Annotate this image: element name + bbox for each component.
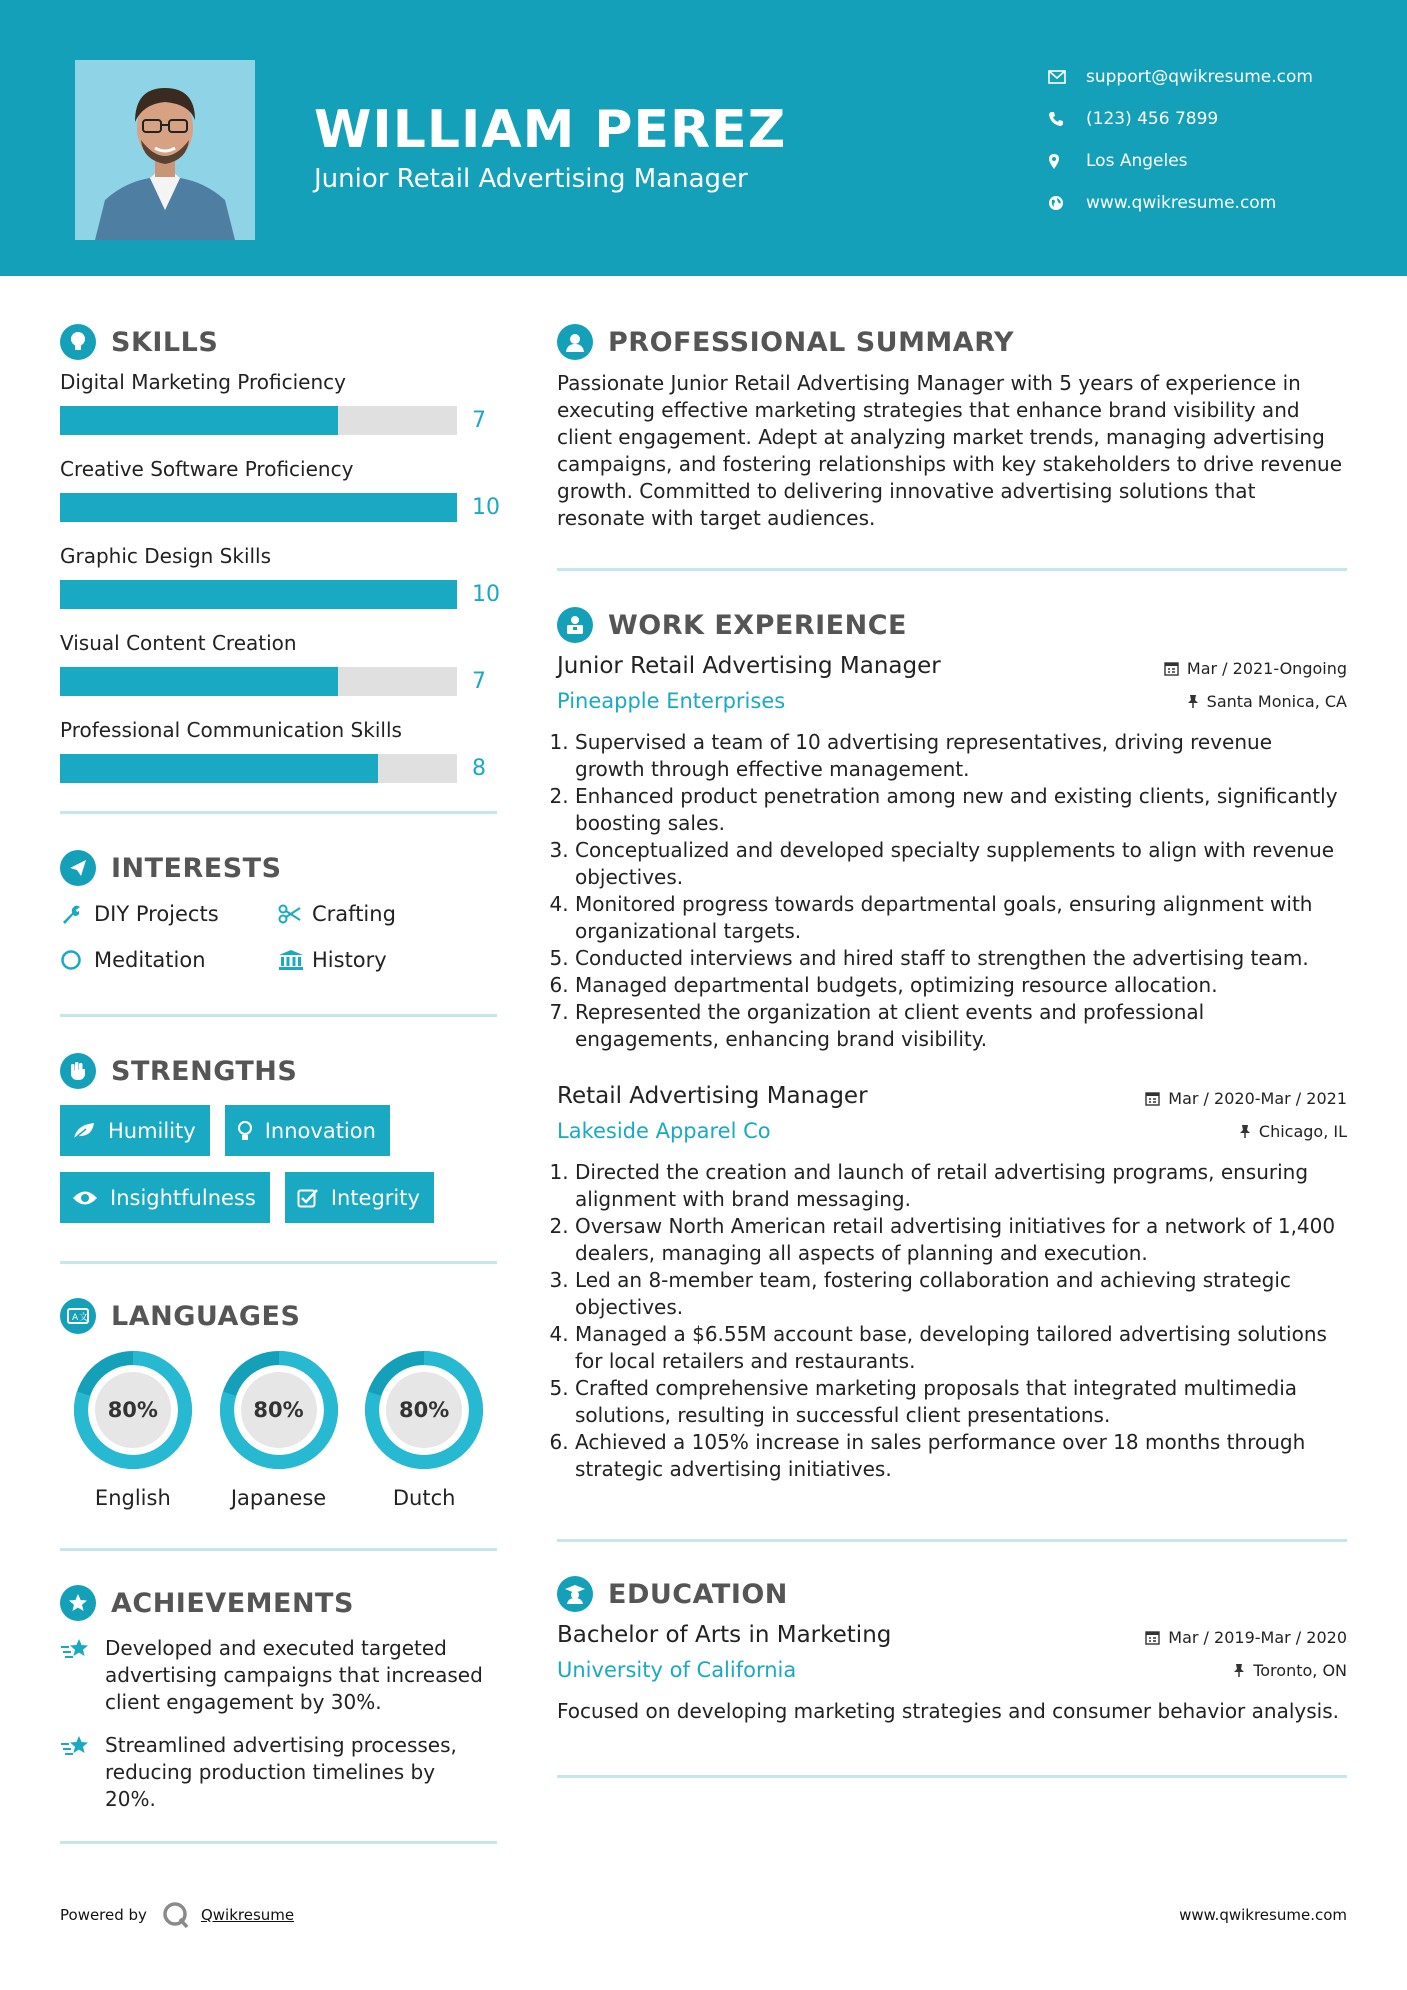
duty-item: 5. Crafted comprehensive marketing proposals that integrated multimedia solutions, resulting in successful client presentations. bbox=[575, 1375, 1347, 1429]
contact-phone[interactable]: (123) 456 7899 bbox=[1048, 98, 1388, 140]
skill-label: Digital Marketing Proficiency bbox=[60, 370, 346, 394]
duty-item: 3. Led an 8-member team, fostering collaboration and achieving strategic objectives. bbox=[575, 1267, 1347, 1321]
skill-bar bbox=[60, 493, 457, 522]
star-badge-icon bbox=[60, 1585, 96, 1621]
candidate-title: Junior Retail Advertising Manager bbox=[314, 164, 748, 194]
education-location: Toronto, ON bbox=[1233, 1661, 1347, 1680]
right-column bbox=[557, 318, 1347, 1778]
job-entry bbox=[557, 653, 1347, 1053]
strength-tag: Humility bbox=[60, 1105, 210, 1156]
skill-item bbox=[60, 453, 500, 540]
contact-list bbox=[1048, 56, 1388, 224]
contact-location: Los Angeles bbox=[1048, 140, 1388, 182]
strengths-heading: STRENGTHS bbox=[60, 1047, 497, 1095]
skill-bar-fill bbox=[60, 754, 378, 783]
language-percent: 80% bbox=[253, 1398, 304, 1422]
languages-list bbox=[60, 1350, 497, 1510]
education-date: Mar / 2019-Mar / 2020 bbox=[1145, 1628, 1347, 1647]
skills-list bbox=[60, 366, 500, 801]
duty-item: 1. Directed the creation and launch of retail advertising programs, ensuring alignment with brand messaging. bbox=[575, 1159, 1347, 1213]
circle-icon bbox=[60, 949, 94, 971]
company-name: Lakeside Apparel Co bbox=[557, 1119, 771, 1143]
skills-heading: SKILLS bbox=[60, 318, 497, 366]
section-divider bbox=[557, 568, 1347, 571]
contact-email[interactable]: support@qwikresume.com bbox=[1048, 56, 1388, 98]
degree-title: Bachelor of Arts in Marketing bbox=[557, 1622, 892, 1648]
languages-heading: A 文 LANGUAGES bbox=[60, 1292, 497, 1340]
experience-heading: WORK EXPERIENCE bbox=[557, 601, 1347, 649]
job-date: Mar / 2020-Mar / 2021 bbox=[1145, 1089, 1347, 1108]
job-title: Junior Retail Advertising Manager bbox=[557, 653, 941, 679]
skill-bar bbox=[60, 754, 457, 783]
skill-label: Visual Content Creation bbox=[60, 631, 297, 655]
pushpin-icon bbox=[1187, 694, 1199, 709]
shooting-star-icon bbox=[60, 1635, 105, 1716]
left-column bbox=[60, 318, 500, 1844]
page-footer bbox=[60, 1900, 1347, 1930]
section-divider bbox=[60, 1841, 497, 1844]
skill-value: 10 bbox=[472, 495, 500, 520]
duty-item: 6. Achieved a 105% increase in sales performance over 18 months through strategic advertising initiatives. bbox=[575, 1429, 1347, 1483]
lightbulb-icon bbox=[237, 1120, 253, 1142]
phone-icon bbox=[1048, 111, 1086, 127]
candidate-name: WILLIAM PEREZ bbox=[314, 100, 787, 160]
language-icon bbox=[60, 1298, 96, 1334]
checkbox-icon bbox=[297, 1187, 319, 1209]
interest-item: Meditation bbox=[60, 944, 278, 976]
skill-item bbox=[60, 366, 497, 453]
skill-item bbox=[60, 540, 500, 627]
section-divider bbox=[60, 1014, 497, 1017]
profile-photo bbox=[75, 60, 255, 240]
skill-bar-fill bbox=[60, 493, 457, 522]
duty-item: 2. Enhanced product penetration among new and existing clients, significantly boosting sales. bbox=[575, 783, 1347, 837]
qwikresume-logo-icon bbox=[161, 1900, 191, 1930]
job-location: Chicago, IL bbox=[1239, 1122, 1347, 1141]
wrench-icon bbox=[60, 903, 94, 925]
skill-bar bbox=[60, 580, 457, 609]
skill-bar-fill bbox=[60, 667, 338, 696]
language-item bbox=[60, 1350, 206, 1510]
duty-list bbox=[557, 1159, 1347, 1483]
skill-item bbox=[60, 627, 497, 714]
bank-icon bbox=[278, 949, 312, 971]
job-location: Santa Monica, CA bbox=[1187, 692, 1347, 711]
duty-item: 4. Managed a $6.55M account base, developing tailored advertising solutions for local retailers and restaurants. bbox=[575, 1321, 1347, 1375]
lightbulb-icon bbox=[60, 324, 96, 360]
language-ring bbox=[73, 1350, 193, 1470]
language-percent: 80% bbox=[399, 1398, 450, 1422]
interests-list bbox=[60, 898, 497, 976]
education-description: Focused on developing marketing strategies and consumer behavior analysis. bbox=[557, 1699, 1339, 1723]
skill-label: Graphic Design Skills bbox=[60, 544, 272, 568]
skill-item bbox=[60, 714, 497, 801]
language-name: Japanese bbox=[230, 1486, 327, 1510]
fist-icon bbox=[60, 1053, 96, 1089]
paper-plane-icon bbox=[60, 850, 96, 886]
job-date: Mar / 2021-Ongoing bbox=[1164, 659, 1347, 678]
envelope-icon bbox=[1048, 70, 1086, 84]
pushpin-icon bbox=[1239, 1124, 1251, 1139]
language-ring bbox=[364, 1350, 484, 1470]
duty-item: 6. Managed departmental budgets, optimizing resource allocation. bbox=[575, 972, 1347, 999]
skill-value: 7 bbox=[472, 408, 486, 433]
job-entry bbox=[557, 1083, 1347, 1483]
language-item bbox=[206, 1350, 352, 1510]
powered-by: Powered by Qwikresume bbox=[60, 1900, 294, 1930]
education-entry bbox=[557, 1622, 1347, 1725]
duty-list bbox=[557, 729, 1347, 1053]
section-divider bbox=[60, 1261, 497, 1264]
achievement-item: Streamlined advertising processes, reducing production timelines by 20%. bbox=[60, 1732, 497, 1813]
duty-item: 4. Monitored progress towards departmental goals, ensuring alignment with organizational targets. bbox=[575, 891, 1347, 945]
skill-bar bbox=[60, 406, 457, 435]
language-percent: 80% bbox=[107, 1398, 158, 1422]
strength-tag: Innovation bbox=[225, 1105, 390, 1156]
strength-tag: Integrity bbox=[285, 1172, 434, 1223]
skill-bar bbox=[60, 667, 457, 696]
leaf-icon bbox=[72, 1121, 96, 1141]
job-title: Retail Advertising Manager bbox=[557, 1083, 868, 1109]
brand-link[interactable]: Qwikresume bbox=[200, 1906, 295, 1924]
graduate-icon bbox=[557, 1576, 593, 1612]
svg-text:文: 文 bbox=[79, 1313, 89, 1323]
calendar-icon bbox=[1145, 1091, 1160, 1106]
language-ring bbox=[219, 1350, 339, 1470]
svg-text:A: A bbox=[72, 1313, 79, 1323]
globe-icon bbox=[1048, 195, 1086, 211]
achievements-list bbox=[60, 1635, 497, 1813]
interest-item: Crafting bbox=[278, 898, 496, 930]
summary-text: Passionate Junior Retail Advertising Manager with 5 years of experience in executing effective marketing strategies that enhance brand visibility and client engagement. Adept at analyzing market trends, managing advertising campaigns, and fostering relationships with key stakeholders to drive revenue growth. Committed to delivering innovative advertising solutions that resonate with target audiences. bbox=[557, 371, 1343, 530]
summary-heading: PROFESSIONAL SUMMARY bbox=[557, 318, 1347, 366]
eye-icon bbox=[72, 1189, 98, 1207]
company-name: Pineapple Enterprises bbox=[557, 689, 786, 713]
education-heading: EDUCATION bbox=[557, 1570, 1347, 1618]
interests-heading: INTERESTS bbox=[60, 844, 497, 892]
interest-item: History bbox=[278, 944, 496, 976]
skill-value: 8 bbox=[472, 756, 486, 781]
duty-item: 5. Conducted interviews and hired staff to strengthen the advertising team. bbox=[575, 945, 1347, 972]
scissors-icon bbox=[278, 903, 312, 925]
school-name: University of California bbox=[557, 1658, 797, 1682]
language-name: English bbox=[94, 1486, 171, 1510]
skill-bar-fill bbox=[60, 580, 457, 609]
section-divider bbox=[557, 1539, 1347, 1542]
duty-item: 1. Supervised a team of 10 advertising representatives, driving revenue growth through effective management. bbox=[575, 729, 1347, 783]
calendar-icon bbox=[1145, 1630, 1160, 1645]
footer-url[interactable]: www.qwikresume.com bbox=[1179, 1906, 1347, 1924]
skill-label: Creative Software Proficiency bbox=[60, 457, 354, 481]
shooting-star-icon bbox=[60, 1732, 105, 1813]
skill-bar-fill bbox=[60, 406, 338, 435]
duty-item: 2. Oversaw North American retail advertising initiatives for a network of 1,400 dealers, managing all aspects of planning and execution. bbox=[575, 1213, 1347, 1267]
contact-website[interactable]: www.qwikresume.com bbox=[1048, 182, 1388, 224]
briefcase-user-icon bbox=[557, 607, 593, 643]
section-divider bbox=[60, 1548, 497, 1551]
skill-label: Professional Communication Skills bbox=[60, 718, 402, 742]
strengths-list bbox=[60, 1105, 497, 1223]
skill-value: 10 bbox=[472, 582, 500, 607]
calendar-icon bbox=[1164, 661, 1179, 676]
interest-item: DIY Projects bbox=[60, 898, 278, 930]
map-pin-icon bbox=[1048, 153, 1086, 170]
language-item bbox=[351, 1350, 497, 1510]
resume-header bbox=[0, 0, 1407, 276]
section-divider bbox=[60, 811, 497, 814]
duty-item: 7. Represented the organization at client events and professional engagements, enhancing brand visibility. bbox=[575, 999, 1347, 1053]
pushpin-icon bbox=[1233, 1663, 1245, 1678]
achievements-heading: ACHIEVEMENTS bbox=[60, 1579, 497, 1627]
language-name: Dutch bbox=[392, 1486, 456, 1510]
user-icon bbox=[557, 324, 593, 360]
section-divider bbox=[557, 1775, 1347, 1778]
skill-value: 7 bbox=[472, 669, 486, 694]
achievement-item: Developed and executed targeted advertising campaigns that increased client engagement by 30%. bbox=[60, 1635, 497, 1716]
strength-tag: Insightfulness bbox=[60, 1172, 270, 1223]
duty-item: 3. Conceptualized and developed specialty supplements to align with revenue objectives. bbox=[575, 837, 1347, 891]
